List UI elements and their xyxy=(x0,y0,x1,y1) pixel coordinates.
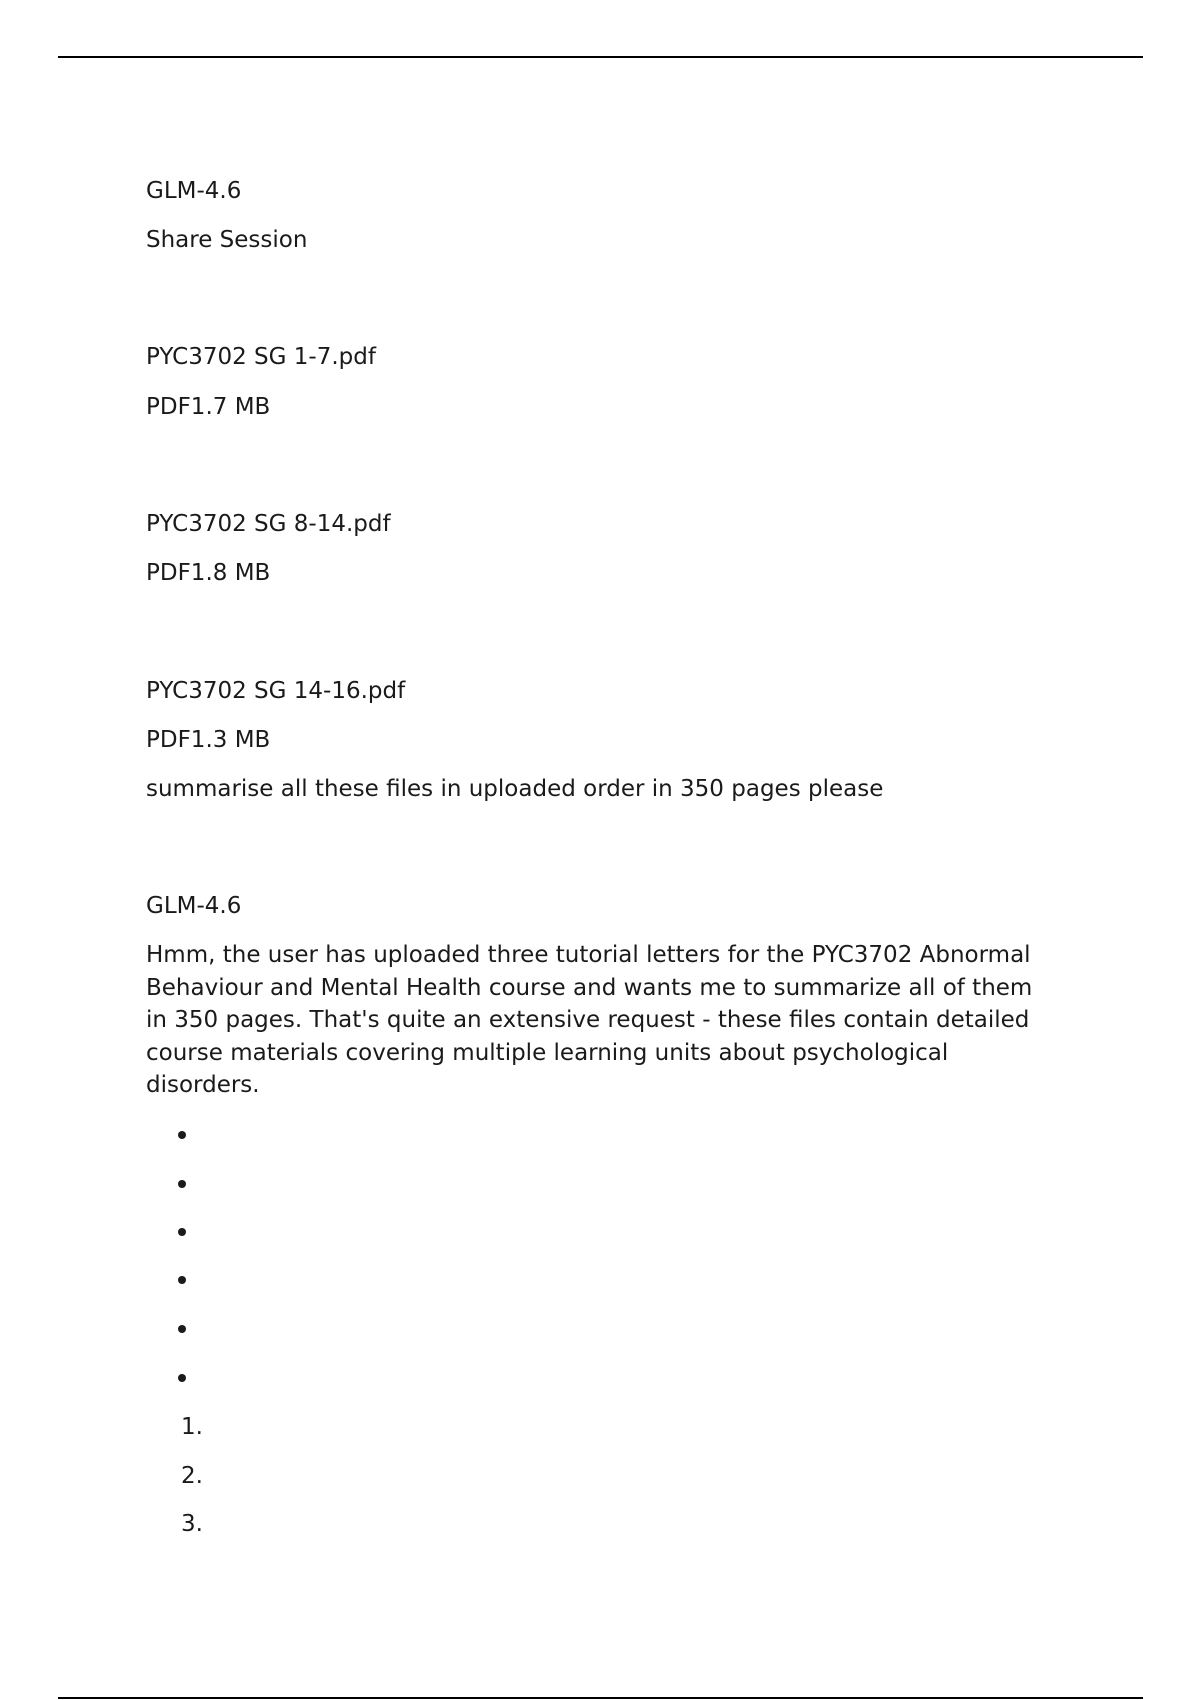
attachment-meta: PDF1.8 MB xyxy=(146,560,271,586)
numbered-list-marker: 3. xyxy=(181,1511,203,1537)
list-bullet xyxy=(178,1180,186,1188)
attachment-filename[interactable]: PYC3702 SG 14-16.pdf xyxy=(146,678,406,704)
model-name: GLM-4.6 xyxy=(146,178,242,204)
list-bullet xyxy=(178,1276,186,1284)
attachment-meta: PDF1.7 MB xyxy=(146,394,271,420)
numbered-list-marker: 1. xyxy=(181,1414,203,1440)
response-model-name: GLM-4.6 xyxy=(146,893,242,919)
thinking-paragraph: Hmm, the user has uploaded three tutorial letters for the PYC3702 Abnormal Behaviour and Mental Health course and wants me to summarize all of them in 350 pages. That's quite an extensive request - these files contain detailed course materials covering multiple learning units about psychological disorders. xyxy=(146,942,1033,1098)
user-message: summarise all these files in uploaded order in 350 pages please xyxy=(146,776,884,802)
top-divider xyxy=(58,56,1143,58)
share-session-button[interactable]: Share Session xyxy=(146,227,308,253)
attachment-meta: PDF1.3 MB xyxy=(146,727,271,753)
attachment-filename[interactable]: PYC3702 SG 8-14.pdf xyxy=(146,511,391,537)
list-bullet xyxy=(178,1325,186,1333)
attachment-filename[interactable]: PYC3702 SG 1-7.pdf xyxy=(146,344,376,370)
list-bullet xyxy=(178,1374,186,1382)
numbered-list-marker: 2. xyxy=(181,1463,203,1489)
list-bullet xyxy=(178,1131,186,1139)
list-bullet xyxy=(178,1228,186,1236)
bottom-divider xyxy=(58,1697,1143,1699)
